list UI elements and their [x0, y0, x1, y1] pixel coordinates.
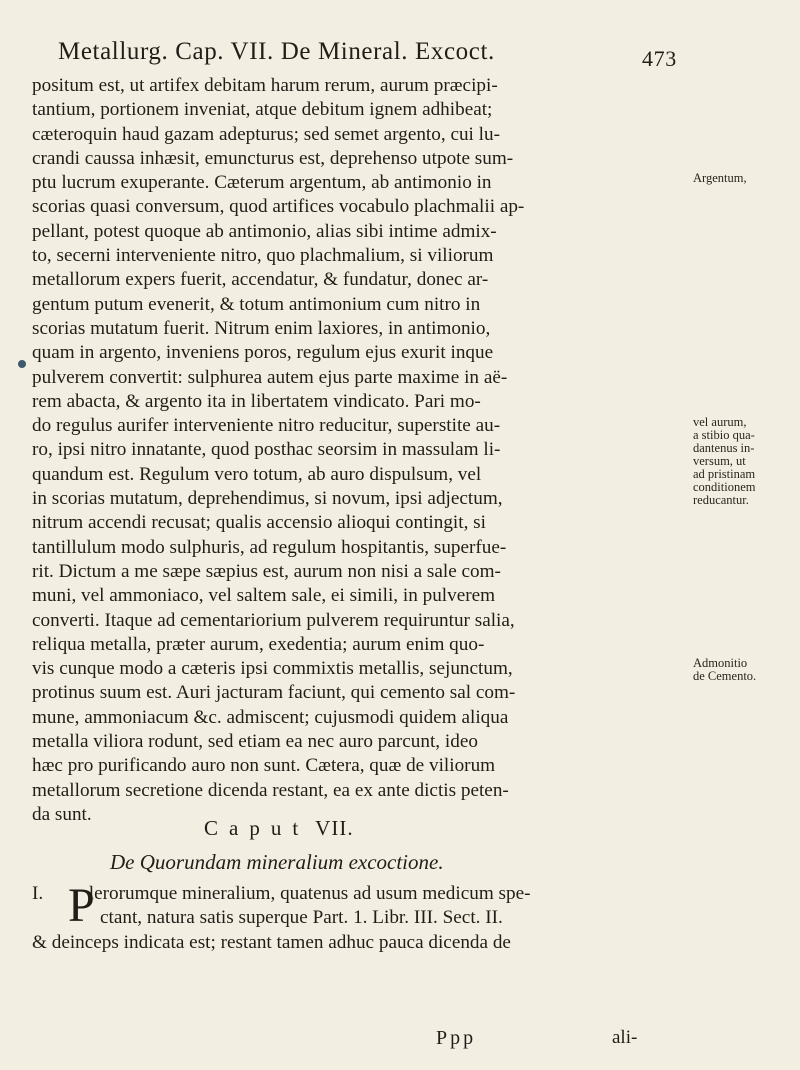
text-line: cæteroquin haud gazam adepturus; sed semet argento, cui lu- — [32, 123, 500, 145]
text-line: muni, vel ammoniaco, vel saltem sale, ei simili, in pulverem — [32, 585, 496, 607]
text-line: do regulus aurifer interveniente nitro reducitur, superstite au- — [32, 415, 501, 437]
margin-note-vel-aurum — [693, 416, 756, 507]
text-line: metallorum secretione dicenda restant, ea ex ante dictis peten- — [32, 779, 509, 801]
text-line: ro, ipsi nitro innatante, quod posthac seorsim in massulam li- — [32, 439, 501, 461]
text-line: reliqua metalla, præter aurum, exedentia; aurum enim quo- — [32, 633, 485, 655]
margin-note-line: de Cemento. — [693, 669, 757, 683]
text-line: nitrum accendi recusat; qualis accensio alioqui contingit, si — [32, 512, 486, 534]
margin-note-line: a stibio qua- — [693, 428, 755, 442]
paragraph-number: I. — [32, 883, 44, 904]
text-line: crandi caussa inhæsit, emuncturus est, deprehenso utpote sum- — [32, 147, 514, 169]
chapter-heading — [204, 816, 354, 841]
text-line: metalla viliora rodunt, sed etiam ea nec auro parcunt, ideo — [32, 731, 478, 753]
text-line: metallorum expers fuerit, accendatur, & fundatur, donec ar- — [32, 269, 489, 291]
text-line: pellant, potest quoque ab antimonio, alias sibi intime admix- — [32, 220, 497, 242]
margin-note-line: ad pristinam — [693, 467, 756, 481]
margin-note-line: vel aurum, — [693, 415, 747, 429]
margin-note-argentum: Argentum, — [693, 171, 747, 185]
paragraph-one — [32, 879, 662, 955]
text-line — [32, 882, 662, 906]
text-line: ptu lucrum exuperante. Cæterum argentum, ab antimonio in — [32, 172, 492, 194]
margin-note-line: conditionem — [693, 480, 756, 494]
margin-note-admonitio — [693, 657, 756, 683]
ink-spot — [18, 360, 26, 368]
header-title: Metallurg. Cap. VII. De Mineral. Excoct. — [58, 38, 495, 65]
text-line: protinus suum est. Auri jacturam faciunt, qui cemento sal com- — [32, 682, 516, 704]
text-line: rit. Dictum a me sæpe sæpius est, aurum non nisi a sale com- — [32, 560, 501, 582]
chapter-number: VII. — [315, 816, 354, 840]
text-line: vis cunque modo a cæteris ipsi commixtis metallis, sejunctum, — [32, 658, 513, 680]
text-line: hæc pro purificando auro non sunt. Cætera, quæ de viliorum — [32, 755, 496, 777]
text-line: in scorias mutatum, deprehendimus, si novum, ipsi adjectum, — [32, 488, 503, 510]
running-header — [58, 38, 677, 71]
text-line: pulverem convertit: sulphurea autem ejus parte maxime in aë- — [32, 366, 508, 388]
text-line: quam in argento, inveniens poros, regulum ejus exurit inque — [32, 342, 494, 364]
text-line: gentum putum evenerit, & totum antimonium cum nitro in — [32, 293, 481, 315]
page-number: 473 — [642, 46, 677, 71]
text-line: mune, ammoniacum &c. admiscent; cujusmodi quidem aliqua — [32, 706, 509, 728]
text-line — [32, 931, 662, 955]
drop-cap: P — [68, 879, 95, 932]
text-line: positum est, ut artifex debitam harum rerum, aurum præcipi- — [32, 75, 498, 96]
catchword: ali- — [612, 1027, 638, 1048]
signature-mark: Ppp — [436, 1027, 477, 1049]
margin-note-line: reducantur. — [693, 493, 749, 507]
text-line: rem abacta, & argento ita in libertatem vindicato. Pari mo- — [32, 390, 481, 412]
text-line: converti. Itaque ad cementariorium pulverem requiruntur salia, — [32, 609, 515, 631]
margin-note-line: Admonitio — [693, 656, 748, 670]
text-line: da sunt. — [32, 803, 92, 825]
main-text-block — [32, 74, 656, 827]
text-line: quandum est. Regulum vero totum, ab auro dispulsum, vel — [32, 463, 482, 485]
text-line: scorias mutatum fuerit. Nitrum enim laxiores, in antimonio, — [32, 317, 491, 339]
text-line: to, secerni interveniente nitro, quo plachmalium, si viliorum — [32, 245, 494, 267]
text-line: tantillulum modo sulphuris, ad regulum hospitantis, superfue- — [32, 536, 507, 558]
text-line-1: lerorumque mineralium, quatenus ad usum medicum spe- — [88, 883, 531, 904]
text-line-2: ctant, natura satis superque Part. 1. Libr. III. Sect. II. — [100, 907, 503, 929]
margin-note-line: versum, ut — [693, 454, 746, 468]
text-line-3: & deinceps indicata est; restant tamen adhuc pauca dicenda de — [32, 931, 511, 953]
chapter-label: Caput — [204, 816, 310, 840]
text-line: tantium, portionem inveniat, atque debitum ignem adhibeat; — [32, 99, 493, 121]
margin-note-line: dantenus in- — [693, 441, 755, 455]
chapter-subtitle: De Quorundam mineralium excoctione. — [110, 850, 444, 874]
text-line: scorias quasi conversum, quod artifices vocabulo plachmalii ap- — [32, 196, 525, 218]
text-line — [32, 906, 662, 930]
